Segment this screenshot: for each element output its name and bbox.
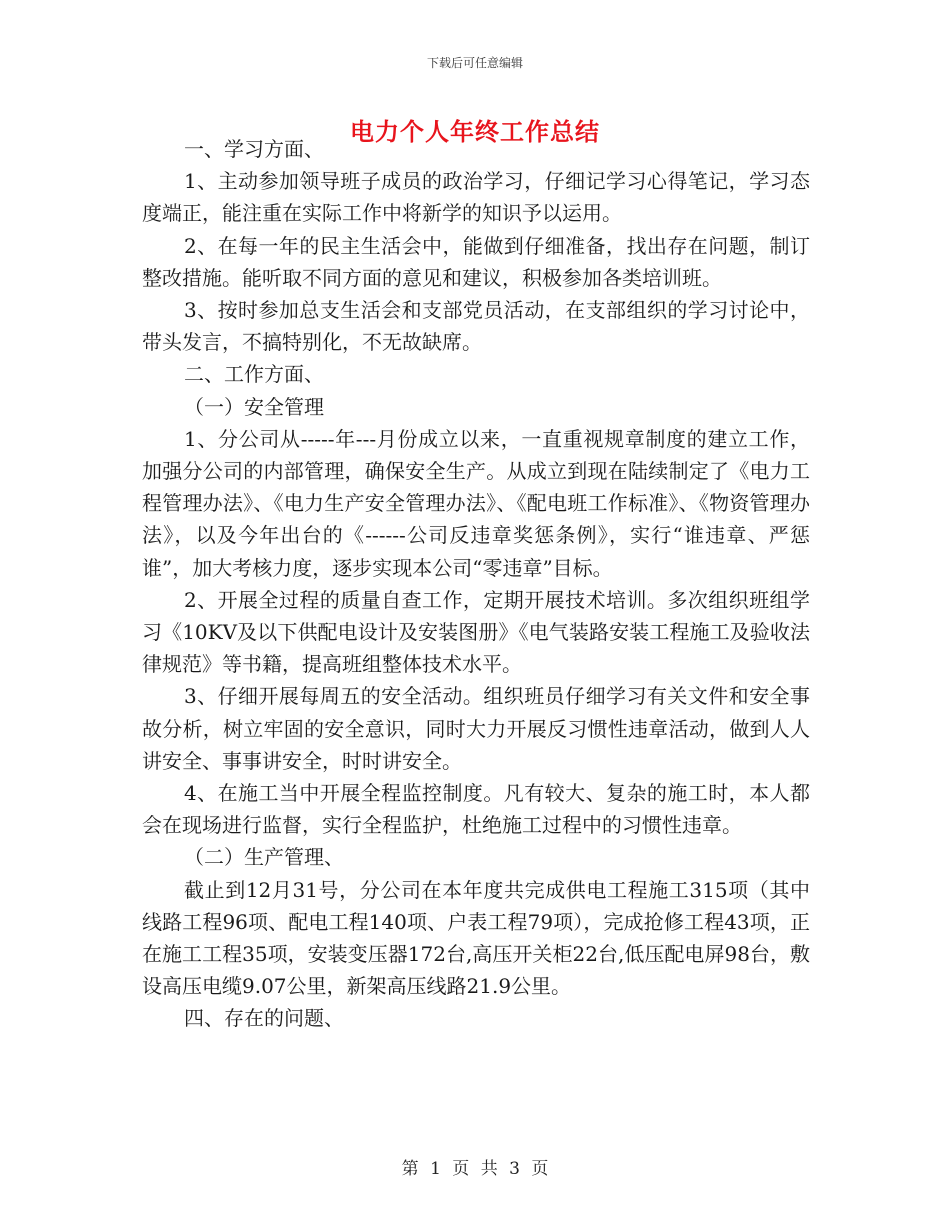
document-body [142,133,810,1035]
paragraph: 1、主动参加领导班子成员的政治学习，仔细记学习心得笔记，学习态度端正，能注重在实际工作中将新学的知识予以运用。 [142,169,810,226]
document-title: 电力个人年终工作总结 [350,117,600,146]
page-number-footer: 第 1 页 共 3 页 [401,1159,549,1179]
paragraph: 截止到12月31号，分公司在本年度共完成供电工程施工315项（其中线路工程96项、配电工程140项、户表工程79项），完成抢修工程43项，正在施工工程35项，安装变压器172台,高压开关柜22台,低压配电屏98台，敷设高压电缆9.07公里，新架高压线路21.9公里。 [142,877,810,999]
paragraph: 2、开展全过程的质量自查工作，定期开展技术培训。多次组织班组学习《10KV及以下供配电设计及安装图册》《电气装路安装工程施工及验收法律规范》等书籍，提高班组整体技术水平。 [142,587,810,677]
section-heading-issues: 四、存在的问题、 [184,1006,344,1031]
section-heading-work: 二、工作方面、 [184,362,324,387]
paragraph: 2、在每一年的民主生活会中，能做到仔细准备，找出存在问题，制订整改措施。能听取不同方面的意见和建议，积极参加各类培训班。 [142,233,810,290]
header-note: 下载后可任意编辑 [426,56,523,70]
paragraph: 3、仔细开展每周五的安全活动。组织班员仔细学习有关文件和安全事故分析，树立牢固的安全意识，同时大力开展反习惯性违章活动，做到人人讲安全、事事讲安全，时时讲安全。 [142,684,810,773]
paragraph: 4、在施工当中开展全程监控制度。凡有较大、复杂的施工时，本人都会在现场进行监督，实行全程监护，杜绝施工过程中的习惯性违章。 [142,781,810,838]
paragraph: 3、按时参加总支生活会和支部党员活动，在支部组织的学习讨论中，带头发言，不搞特别化，不无故缺席。 [142,298,810,355]
subsection-heading-safety: （一）安全管理 [184,394,324,419]
subsection-heading-production: （二）生产管理、 [184,845,344,870]
section-heading-study: 一、学习方面、 [184,137,324,161]
paragraph: 1、分公司从-----年---月份成立以来，一直重视规章制度的建立工作，加强分公司的内部管理，确保安全生产。从成立到现在陆续制定了《电力工程管理办法》、《电力生产安全管理办法》、《配电班工作标准》、《物资管理办法》，以及今年出台的《------公司反违章奖惩条例》，实行“谁违章、严惩谁”，加大考核力度，逐步实现本公司“零违章”目标。 [142,426,810,580]
